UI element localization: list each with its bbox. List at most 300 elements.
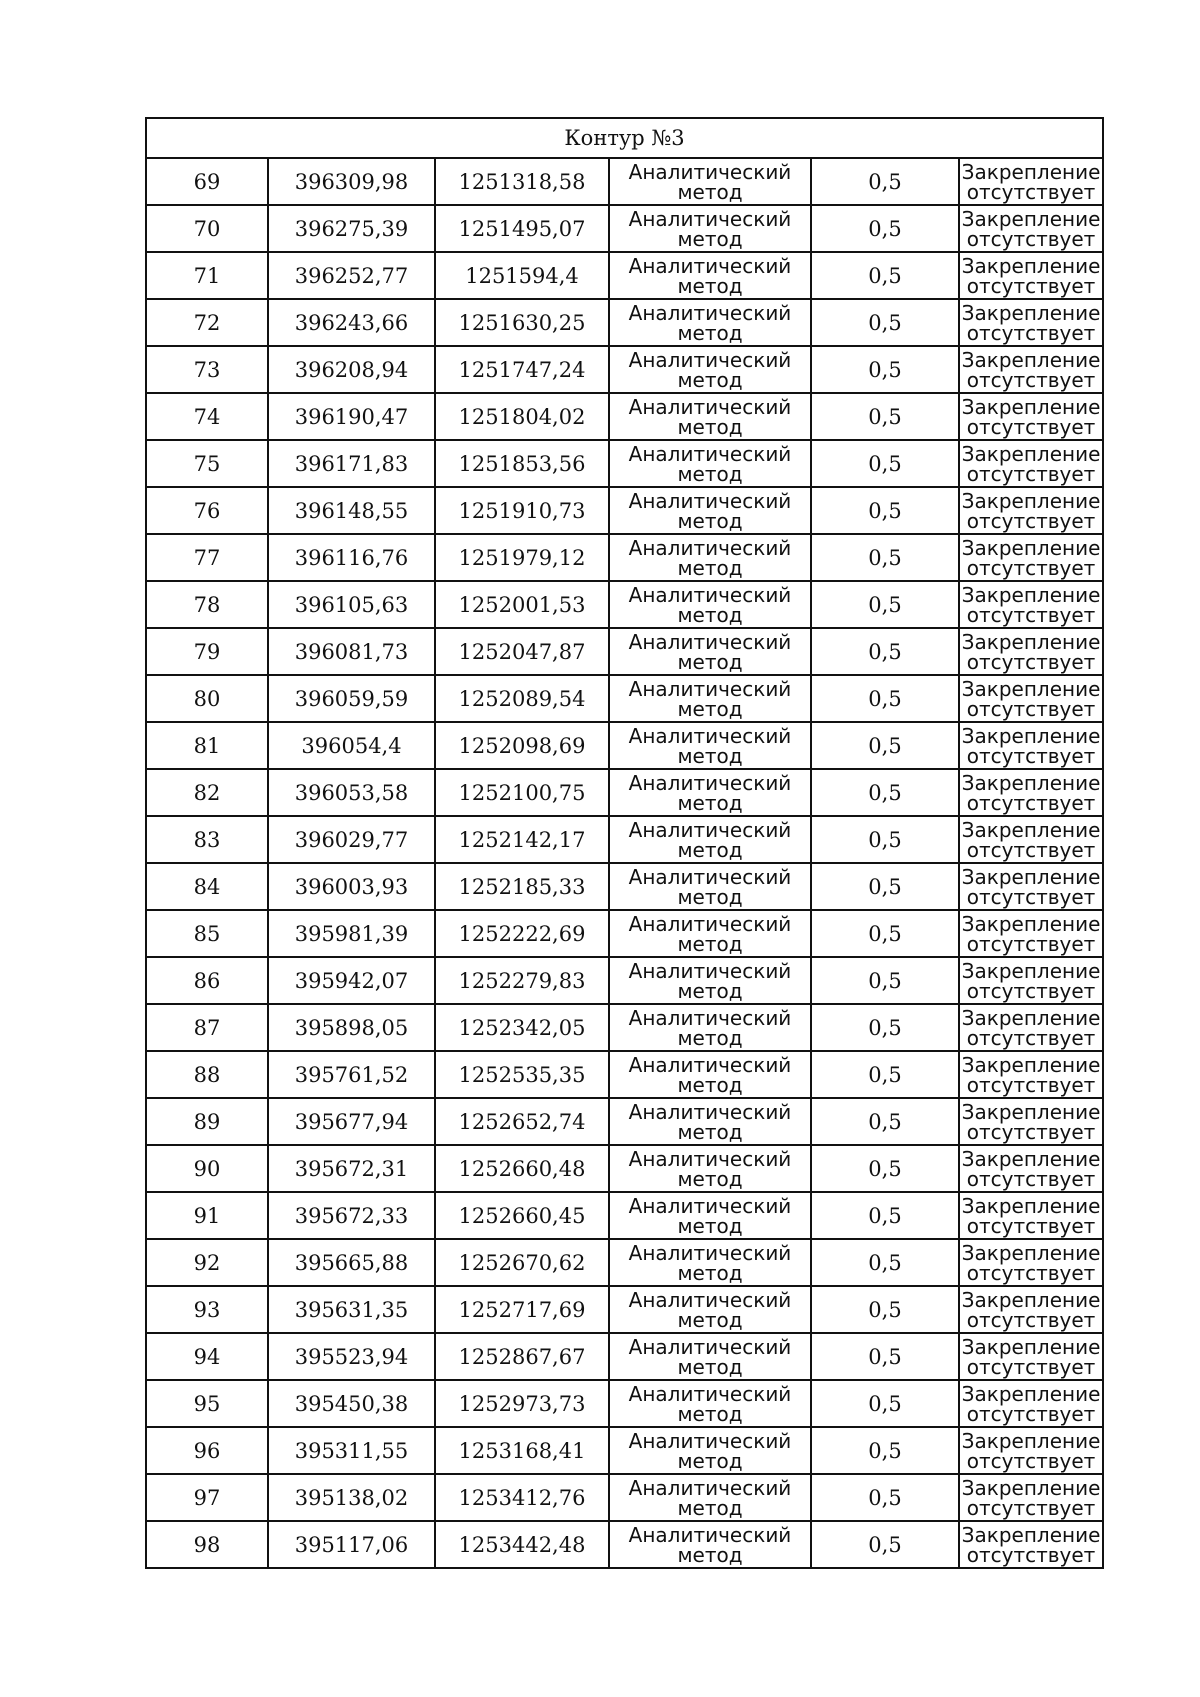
method-line-1: Аналитический	[628, 159, 792, 184]
coord-x: 395450,38	[268, 1380, 435, 1427]
accuracy-value: 0,5	[811, 393, 959, 440]
fixation-line-2: отсутствует	[966, 555, 1096, 580]
fixation-line-1: Закрепление	[961, 1381, 1101, 1406]
table-row	[146, 205, 1103, 252]
method-cell	[609, 910, 811, 957]
fixation-line-2: отсутствует	[966, 649, 1096, 674]
fixation-line-2: отсутствует	[966, 931, 1096, 956]
method-line-1: Аналитический	[628, 1381, 792, 1406]
fixation-cell	[959, 1145, 1103, 1192]
method-cell	[609, 440, 811, 487]
fixation-line-1: Закрепление	[961, 958, 1101, 983]
accuracy-value: 0,5	[811, 1145, 959, 1192]
accuracy-value: 0,5	[811, 252, 959, 299]
coord-y: 1252652,74	[435, 1098, 609, 1145]
accuracy-value: 0,5	[811, 1098, 959, 1145]
point-number: 70	[146, 205, 268, 252]
method-line-2: метод	[677, 1448, 743, 1473]
fixation-line-2: отсутствует	[966, 508, 1096, 533]
fixation-line-1: Закрепление	[961, 253, 1101, 278]
point-number: 84	[146, 863, 268, 910]
coord-x: 396029,77	[268, 816, 435, 863]
accuracy-value: 0,5	[811, 581, 959, 628]
point-number: 85	[146, 910, 268, 957]
point-number: 88	[146, 1051, 268, 1098]
coord-x: 395117,06	[268, 1521, 435, 1568]
method-line-2: метод	[677, 320, 743, 345]
fixation-cell	[959, 346, 1103, 393]
fixation-line-2: отсутствует	[966, 837, 1096, 862]
coord-y: 1251594,4	[435, 252, 609, 299]
method-line-1: Аналитический	[628, 394, 792, 419]
method-line-2: метод	[677, 837, 743, 862]
accuracy-value: 0,5	[811, 675, 959, 722]
coord-y: 1251495,07	[435, 205, 609, 252]
fixation-line-2: отсутствует	[966, 884, 1096, 909]
fixation-cell	[959, 1521, 1103, 1568]
fixation-line-1: Закрепление	[961, 723, 1101, 748]
table-row	[146, 581, 1103, 628]
fixation-line-1: Закрепление	[961, 347, 1101, 372]
method-line-2: метод	[677, 367, 743, 392]
method-line-2: метод	[677, 226, 743, 251]
point-number: 95	[146, 1380, 268, 1427]
method-line-2: метод	[677, 414, 743, 439]
method-line-2: метод	[677, 461, 743, 486]
method-line-1: Аналитический	[628, 723, 792, 748]
fixation-line-2: отсутствует	[966, 179, 1096, 204]
fixation-line-1: Закрепление	[961, 1428, 1101, 1453]
method-line-2: метод	[677, 555, 743, 580]
fixation-line-2: отсутствует	[966, 1354, 1096, 1379]
table-row	[146, 440, 1103, 487]
table-row	[146, 487, 1103, 534]
coord-y: 1252660,48	[435, 1145, 609, 1192]
method-line-2: метод	[677, 1213, 743, 1238]
method-cell	[609, 1098, 811, 1145]
method-line-1: Аналитический	[628, 817, 792, 842]
method-cell	[609, 1004, 811, 1051]
fixation-line-2: отсутствует	[966, 226, 1096, 251]
coord-x: 396309,98	[268, 158, 435, 205]
accuracy-value: 0,5	[811, 1239, 959, 1286]
accuracy-value: 0,5	[811, 487, 959, 534]
accuracy-value: 0,5	[811, 299, 959, 346]
method-line-1: Аналитический	[628, 1522, 792, 1547]
method-cell	[609, 1474, 811, 1521]
fixation-line-2: отсутствует	[966, 1213, 1096, 1238]
point-number: 92	[146, 1239, 268, 1286]
table-row	[146, 299, 1103, 346]
method-line-1: Аналитический	[628, 1005, 792, 1030]
table-row	[146, 628, 1103, 675]
table-row	[146, 675, 1103, 722]
point-number: 89	[146, 1098, 268, 1145]
coord-x: 396105,63	[268, 581, 435, 628]
fixation-cell	[959, 581, 1103, 628]
method-cell	[609, 1380, 811, 1427]
point-number: 93	[146, 1286, 268, 1333]
coord-y: 1252185,33	[435, 863, 609, 910]
fixation-line-1: Закрепление	[961, 394, 1101, 419]
method-line-1: Аналитический	[628, 300, 792, 325]
coord-x: 395677,94	[268, 1098, 435, 1145]
table-row	[146, 346, 1103, 393]
method-line-2: метод	[677, 602, 743, 627]
accuracy-value: 0,5	[811, 1051, 959, 1098]
accuracy-value: 0,5	[811, 1286, 959, 1333]
fixation-line-2: отсутствует	[966, 1260, 1096, 1285]
method-cell	[609, 205, 811, 252]
method-line-1: Аналитический	[628, 864, 792, 889]
point-number: 83	[146, 816, 268, 863]
coordinates-table	[145, 117, 1104, 1569]
method-cell	[609, 252, 811, 299]
fixation-line-2: отсутствует	[966, 1072, 1096, 1097]
point-number: 75	[146, 440, 268, 487]
point-number: 86	[146, 957, 268, 1004]
fixation-line-1: Закрепление	[961, 582, 1101, 607]
method-line-2: метод	[677, 931, 743, 956]
coord-y: 1252001,53	[435, 581, 609, 628]
fixation-cell	[959, 252, 1103, 299]
coord-x: 395942,07	[268, 957, 435, 1004]
fixation-line-1: Закрепление	[961, 206, 1101, 231]
fixation-line-2: отсутствует	[966, 1119, 1096, 1144]
coord-y: 1251804,02	[435, 393, 609, 440]
method-cell	[609, 299, 811, 346]
method-line-2: метод	[677, 1166, 743, 1191]
point-number: 97	[146, 1474, 268, 1521]
fixation-line-1: Закрепление	[961, 817, 1101, 842]
table-row	[146, 252, 1103, 299]
fixation-line-2: отсутствует	[966, 696, 1096, 721]
coord-x: 396208,94	[268, 346, 435, 393]
point-number: 76	[146, 487, 268, 534]
fixation-line-1: Закрепление	[961, 488, 1101, 513]
method-line-1: Аналитический	[628, 1428, 792, 1453]
point-number: 81	[146, 722, 268, 769]
fixation-cell	[959, 1380, 1103, 1427]
fixation-line-1: Закрепление	[961, 1287, 1101, 1312]
coord-y: 1252279,83	[435, 957, 609, 1004]
fixation-line-1: Закрепление	[961, 864, 1101, 889]
accuracy-value: 0,5	[811, 769, 959, 816]
fixation-cell	[959, 1192, 1103, 1239]
fixation-cell	[959, 299, 1103, 346]
fixation-line-1: Закрепление	[961, 1005, 1101, 1030]
point-number: 73	[146, 346, 268, 393]
fixation-cell	[959, 1474, 1103, 1521]
point-number: 96	[146, 1427, 268, 1474]
point-number: 78	[146, 581, 268, 628]
table-row	[146, 1098, 1103, 1145]
fixation-cell	[959, 675, 1103, 722]
fixation-line-1: Закрепление	[961, 629, 1101, 654]
table-row	[146, 816, 1103, 863]
coord-y: 1252089,54	[435, 675, 609, 722]
point-number: 69	[146, 158, 268, 205]
table-row	[146, 769, 1103, 816]
fixation-cell	[959, 910, 1103, 957]
method-cell	[609, 722, 811, 769]
method-line-1: Аналитический	[628, 582, 792, 607]
method-line-1: Аналитический	[628, 1240, 792, 1265]
fixation-line-1: Закрепление	[961, 1334, 1101, 1359]
fixation-line-2: отсутствует	[966, 1401, 1096, 1426]
method-line-1: Аналитический	[628, 488, 792, 513]
coord-y: 1252867,67	[435, 1333, 609, 1380]
fixation-line-1: Закрепление	[961, 1193, 1101, 1218]
fixation-line-1: Закрепление	[961, 535, 1101, 560]
table-row	[146, 393, 1103, 440]
coord-y: 1252100,75	[435, 769, 609, 816]
coord-y: 1251853,56	[435, 440, 609, 487]
fixation-line-1: Закрепление	[961, 1240, 1101, 1265]
table-body	[146, 158, 1103, 1568]
method-line-1: Аналитический	[628, 1334, 792, 1359]
method-cell	[609, 1192, 811, 1239]
point-number: 91	[146, 1192, 268, 1239]
fixation-cell	[959, 158, 1103, 205]
coord-y: 1252660,45	[435, 1192, 609, 1239]
method-line-1: Аналитический	[628, 1146, 792, 1171]
coord-y: 1252098,69	[435, 722, 609, 769]
table-row	[146, 534, 1103, 581]
method-line-2: метод	[677, 1119, 743, 1144]
coord-x: 396243,66	[268, 299, 435, 346]
fixation-line-1: Закрепление	[961, 300, 1101, 325]
coord-x: 396116,76	[268, 534, 435, 581]
method-line-2: метод	[677, 1495, 743, 1520]
coord-y: 1252973,73	[435, 1380, 609, 1427]
fixation-line-2: отсутствует	[966, 1542, 1096, 1567]
accuracy-value: 0,5	[811, 440, 959, 487]
fixation-line-2: отсутствует	[966, 790, 1096, 815]
fixation-cell	[959, 205, 1103, 252]
method-cell	[609, 863, 811, 910]
method-line-2: метод	[677, 1354, 743, 1379]
fixation-line-2: отсутствует	[966, 602, 1096, 627]
fixation-cell	[959, 1427, 1103, 1474]
fixation-cell	[959, 628, 1103, 675]
fixation-line-2: отсутствует	[966, 1166, 1096, 1191]
fixation-cell	[959, 487, 1103, 534]
accuracy-value: 0,5	[811, 1380, 959, 1427]
coord-y: 1251979,12	[435, 534, 609, 581]
coord-x: 396081,73	[268, 628, 435, 675]
method-line-1: Аналитический	[628, 253, 792, 278]
point-number: 98	[146, 1521, 268, 1568]
table-row	[146, 957, 1103, 1004]
coord-x: 396053,58	[268, 769, 435, 816]
coord-x: 396252,77	[268, 252, 435, 299]
coord-x: 395138,02	[268, 1474, 435, 1521]
method-line-1: Аналитический	[628, 911, 792, 936]
method-cell	[609, 816, 811, 863]
contour-title: Контур №3	[146, 118, 1103, 158]
fixation-cell	[959, 1051, 1103, 1098]
fixation-line-2: отсутствует	[966, 1025, 1096, 1050]
method-line-1: Аналитический	[628, 1287, 792, 1312]
method-line-2: метод	[677, 978, 743, 1003]
method-line-2: метод	[677, 1401, 743, 1426]
method-line-1: Аналитический	[628, 958, 792, 983]
table-row	[146, 1427, 1103, 1474]
method-line-2: метод	[677, 696, 743, 721]
fixation-cell	[959, 1239, 1103, 1286]
method-cell	[609, 346, 811, 393]
method-line-2: метод	[677, 1542, 743, 1567]
coord-x: 395631,35	[268, 1286, 435, 1333]
method-line-1: Аналитический	[628, 676, 792, 701]
method-cell	[609, 393, 811, 440]
point-number: 82	[146, 769, 268, 816]
method-line-1: Аналитический	[628, 347, 792, 372]
method-line-2: метод	[677, 273, 743, 298]
method-line-2: метод	[677, 743, 743, 768]
fixation-line-2: отсутствует	[966, 461, 1096, 486]
method-line-2: метод	[677, 790, 743, 815]
fixation-line-2: отсутствует	[966, 1448, 1096, 1473]
method-line-1: Аналитический	[628, 206, 792, 231]
fixation-line-2: отсутствует	[966, 273, 1096, 298]
table-row	[146, 1051, 1103, 1098]
coord-x: 396054,4	[268, 722, 435, 769]
fixation-line-1: Закрепление	[961, 770, 1101, 795]
coord-x: 395672,33	[268, 1192, 435, 1239]
point-number: 74	[146, 393, 268, 440]
method-line-1: Аналитический	[628, 629, 792, 654]
point-number: 79	[146, 628, 268, 675]
method-cell	[609, 675, 811, 722]
method-line-2: метод	[677, 884, 743, 909]
coord-y: 1253412,76	[435, 1474, 609, 1521]
coord-x: 396190,47	[268, 393, 435, 440]
method-cell	[609, 581, 811, 628]
fixation-cell	[959, 393, 1103, 440]
method-cell	[609, 628, 811, 675]
fixation-line-1: Закрепление	[961, 911, 1101, 936]
fixation-line-2: отсутствует	[966, 367, 1096, 392]
accuracy-value: 0,5	[811, 205, 959, 252]
coord-x: 395898,05	[268, 1004, 435, 1051]
coord-y: 1253442,48	[435, 1521, 609, 1568]
fixation-cell	[959, 769, 1103, 816]
coord-y: 1252222,69	[435, 910, 609, 957]
point-number: 90	[146, 1145, 268, 1192]
fixation-line-2: отсутствует	[966, 743, 1096, 768]
coord-x: 396171,83	[268, 440, 435, 487]
coord-y: 1252342,05	[435, 1004, 609, 1051]
coord-y: 1251630,25	[435, 299, 609, 346]
fixation-line-1: Закрепление	[961, 441, 1101, 466]
method-cell	[609, 158, 811, 205]
coord-y: 1251910,73	[435, 487, 609, 534]
table-row	[146, 1004, 1103, 1051]
fixation-cell	[959, 863, 1103, 910]
coord-x: 396148,55	[268, 487, 435, 534]
accuracy-value: 0,5	[811, 910, 959, 957]
accuracy-value: 0,5	[811, 1192, 959, 1239]
table-row	[146, 1145, 1103, 1192]
accuracy-value: 0,5	[811, 1521, 959, 1568]
method-line-2: метод	[677, 508, 743, 533]
coord-y: 1252142,17	[435, 816, 609, 863]
point-number: 77	[146, 534, 268, 581]
method-cell	[609, 487, 811, 534]
fixation-line-1: Закрепление	[961, 1522, 1101, 1547]
fixation-line-1: Закрепление	[961, 1052, 1101, 1077]
method-line-2: метод	[677, 1260, 743, 1285]
coord-x: 396003,93	[268, 863, 435, 910]
accuracy-value: 0,5	[811, 1004, 959, 1051]
fixation-line-1: Закрепление	[961, 1099, 1101, 1124]
fixation-cell	[959, 534, 1103, 581]
accuracy-value: 0,5	[811, 534, 959, 581]
coord-x: 395981,39	[268, 910, 435, 957]
coord-y: 1252535,35	[435, 1051, 609, 1098]
accuracy-value: 0,5	[811, 628, 959, 675]
accuracy-value: 0,5	[811, 816, 959, 863]
method-line-2: метод	[677, 1307, 743, 1332]
coord-x: 395761,52	[268, 1051, 435, 1098]
fixation-line-1: Закрепление	[961, 676, 1101, 701]
method-line-2: метод	[677, 1072, 743, 1097]
table-row	[146, 863, 1103, 910]
method-line-1: Аналитический	[628, 1052, 792, 1077]
method-line-1: Аналитический	[628, 770, 792, 795]
table-row	[146, 1239, 1103, 1286]
method-line-1: Аналитический	[628, 1475, 792, 1500]
method-cell	[609, 1145, 811, 1192]
coord-x: 395672,31	[268, 1145, 435, 1192]
method-cell	[609, 1521, 811, 1568]
method-line-2: метод	[677, 1025, 743, 1050]
fixation-line-2: отсутствует	[966, 1495, 1096, 1520]
fixation-line-2: отсутствует	[966, 414, 1096, 439]
coord-y: 1252717,69	[435, 1286, 609, 1333]
table-row	[146, 1521, 1103, 1568]
fixation-cell	[959, 1286, 1103, 1333]
point-number: 72	[146, 299, 268, 346]
table-row	[146, 910, 1103, 957]
method-cell	[609, 1333, 811, 1380]
accuracy-value: 0,5	[811, 1427, 959, 1474]
table-row	[146, 158, 1103, 205]
table-row	[146, 1380, 1103, 1427]
accuracy-value: 0,5	[811, 1333, 959, 1380]
accuracy-value: 0,5	[811, 863, 959, 910]
fixation-cell	[959, 957, 1103, 1004]
fixation-line-2: отсутствует	[966, 978, 1096, 1003]
coord-x: 396059,59	[268, 675, 435, 722]
method-line-1: Аналитический	[628, 1099, 792, 1124]
fixation-line-1: Закрепление	[961, 1475, 1101, 1500]
fixation-cell	[959, 440, 1103, 487]
coord-x: 395523,94	[268, 1333, 435, 1380]
fixation-cell	[959, 1098, 1103, 1145]
point-number: 87	[146, 1004, 268, 1051]
method-cell	[609, 1286, 811, 1333]
fixation-line-2: отсутствует	[966, 320, 1096, 345]
method-line-1: Аналитический	[628, 1193, 792, 1218]
fixation-cell	[959, 816, 1103, 863]
method-cell	[609, 957, 811, 1004]
fixation-line-1: Закрепление	[961, 1146, 1101, 1171]
accuracy-value: 0,5	[811, 957, 959, 1004]
table-row	[146, 722, 1103, 769]
